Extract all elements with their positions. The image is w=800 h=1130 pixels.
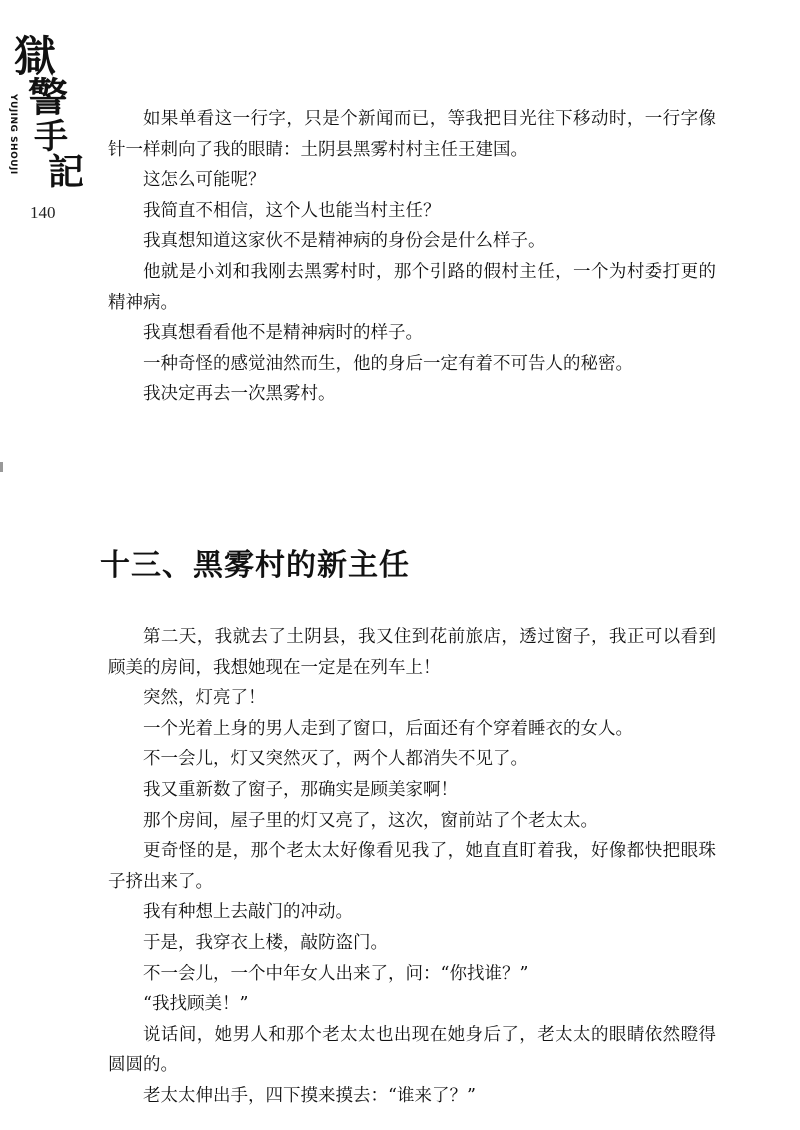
logo-char-3: 手 <box>34 117 68 157</box>
paragraph: 于是，我穿衣上楼，敲防盗门。 <box>143 932 388 953</box>
page-number: 140 <box>30 203 56 222</box>
top-text-block <box>108 104 716 410</box>
logo-char-2: 警 <box>28 74 68 121</box>
paragraph: 我真想知道这家伙不是精神病的身份会是什么样子。 <box>143 231 546 252</box>
paragraph: 第二天，我就去了土阴县，我又住到花前旅店，透过窗子，我正可以看到顾美的房间，我想她现在一定是在列车上！ <box>108 627 716 678</box>
paragraph: 我真想看看他不是精神病时的样子。 <box>143 323 423 344</box>
paragraph: 他就是小刘和我刚去黑雾村时，那个引路的假村主任，一个为村委打更的精神病。 <box>108 261 716 313</box>
paragraph: 我简直不相信，这个人也能当村主任？ <box>143 200 441 221</box>
paragraph: 这怎么可能呢？ <box>143 170 266 191</box>
paragraph: 不一会儿，灯又突然灭了，两个人都消失不见了。 <box>143 749 528 770</box>
book-title-logo <box>4 32 92 196</box>
chapter-title: 十三、黑雾村的新主任 <box>100 548 410 583</box>
bottom-text-block <box>108 622 716 1112</box>
paragraph: 老太太伸出手，四下摸来摸去：“谁来了？” <box>143 1085 476 1106</box>
logo-char-1: 獄 <box>14 32 57 81</box>
paragraph: 我决定再去一次黑雾村。 <box>143 384 336 405</box>
logo-english-text: YUJING SHOUJI <box>8 94 18 175</box>
paragraph: 我又重新数了窗子，那确实是顾美家啊！ <box>143 779 458 800</box>
paragraph: 一个光着上身的男人走到了窗口，后面还有个穿着睡衣的女人。 <box>143 718 633 739</box>
paragraph: 如果单看这一行字，只是个新闻而已，等我把目光往下移动时，一行字像针一样刺向了我的眼睛：土阴县黑雾村村主任王建国。 <box>108 109 716 160</box>
paragraph: 一种奇怪的感觉油然而生，他的身后一定有着不可告人的秘密。 <box>143 353 633 374</box>
paragraph: 那个房间，屋子里的灯又亮了，这次，窗前站了个老太太。 <box>143 810 598 831</box>
paragraph: 突然，灯亮了！ <box>143 688 266 709</box>
paragraph: “我找顾美！” <box>143 994 249 1015</box>
logo-char-4: 記 <box>48 151 85 193</box>
scan-speck <box>0 462 3 472</box>
paragraph: 更奇怪的是，那个老太太好像看见我了，她直直盯着我，好像都快把眼珠子挤出来了。 <box>108 841 716 892</box>
paragraph: 我有种想上去敲门的冲动。 <box>143 902 353 923</box>
paragraph: 不一会儿，一个中年女人出来了，问：“你找谁？” <box>143 963 529 984</box>
paragraph: 说话间，她男人和那个老太太也出现在她身后了，老太太的眼睛依然瞪得圆圆的。 <box>108 1024 716 1076</box>
